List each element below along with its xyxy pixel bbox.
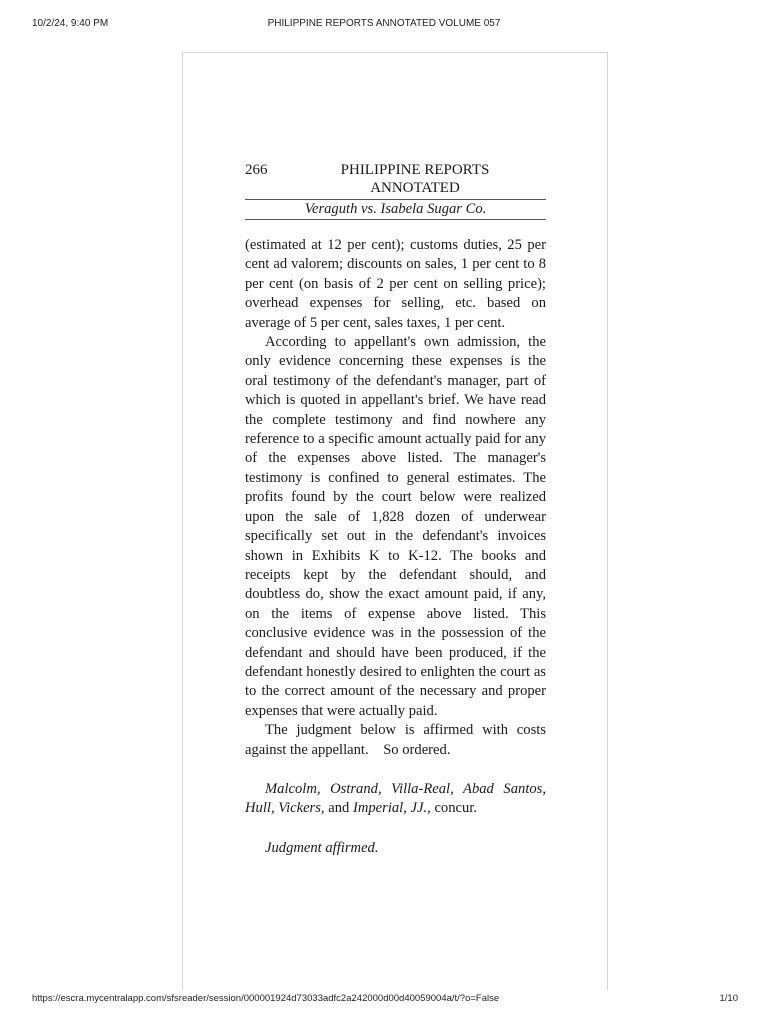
page-content: [245, 161, 546, 858]
case-title: Veraguth vs. Isabela Sugar Co.: [245, 199, 546, 220]
paragraph-disposition: The judgment below is affirmed with costs against the appellant. So ordered.: [245, 722, 546, 758]
print-title: PHILIPPINE REPORTS ANNOTATED VOLUME 057: [267, 18, 501, 29]
reporter-title: PHILIPPINE REPORTS ANNOTATED: [340, 162, 490, 196]
concurring-justices: Malcolm, Ostrand, Villa-Real, Abad Santos, Hull, Vickers,: [245, 780, 546, 817]
print-page-count: 1/10: [719, 993, 738, 1004]
paragraph-continued: (estimated at 12 per cent); customs duties, 25 per cent ad valorem; discounts on sales, 1 per cent to 8 per cent (on basis of 2 per cent on selling price); overhead expenses for selling, etc. based on average of 5 per cent, sales taxes, 1 per cent.: [245, 237, 546, 331]
concurrence-and: and: [328, 800, 350, 817]
document-page: [182, 52, 608, 990]
concurring-justice-last: Imperial, JJ.,: [352, 800, 431, 817]
running-head: [245, 161, 546, 199]
concurrence: [245, 780, 546, 819]
source-url: https://escra.mycentralapp.com/sfsreader/session/000001924d73033adfc2a242000d00d40059004a/t/?o=False: [32, 993, 500, 1004]
judgment-line: Judgment affirmed.: [265, 839, 379, 856]
concur-word: concur.: [434, 800, 477, 817]
print-datetime: 10/2/24, 9:40 PM: [32, 18, 109, 29]
page-number: 266: [245, 162, 268, 178]
print-header: [0, 18, 768, 32]
print-footer: [0, 993, 768, 1007]
paragraph-evidence: According to appellant's own admission, the only evidence concerning these expenses is the oral testimony of the defendant's manager, part of which is quoted in appellant's brief. We have read the complete testimony and find nowhere any reference to a specific amount actually paid for any of the expenses above listed. The manager's testimony is confined to general estimates. The profits found by the court below were realized upon the sale of 1,828 dozen of underwear specifically set out in the defendant's invoices shown in Exhibits K to K-12. The books and receipts kept by the defendant should, and doubtless do, show the exact amount paid, if any, on the items of expense above listed. This conclusive evidence was in the possession of the defendant and should have been produced, if the defendant honestly desired to enlighten the court as to the correct amount of the necessary and proper expenses that were actually paid.: [245, 334, 546, 719]
